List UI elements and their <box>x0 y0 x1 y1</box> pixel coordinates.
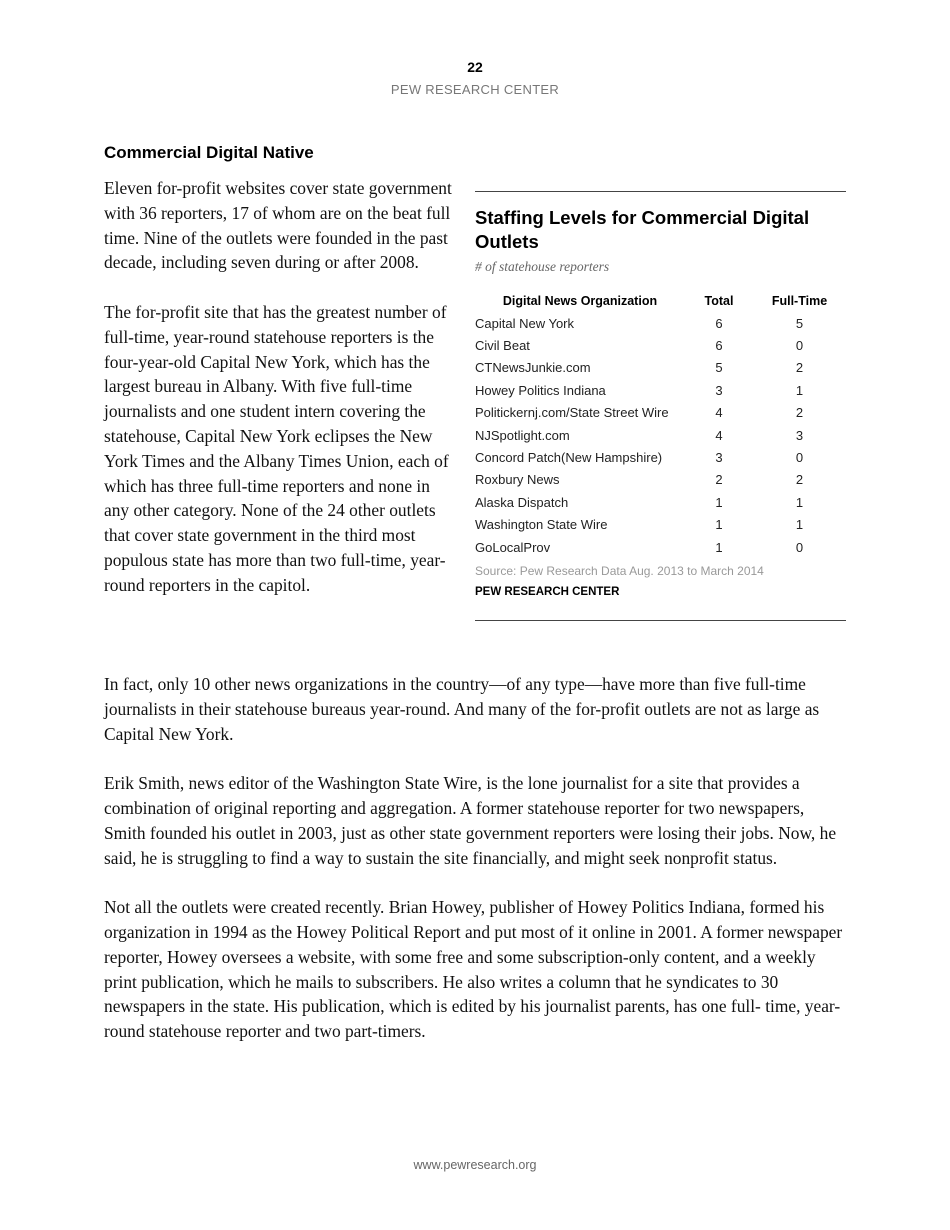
cell-total: 3 <box>715 382 723 398</box>
table-body <box>475 312 846 558</box>
column-header-organization: Digital News Organization <box>502 294 658 308</box>
paragraph: Eleven for-profit websites cover state government with 36 reporters, 17 of whom are on the beat full time. Nine of the outlets were founded in the past decade, including seven during or after 2008. <box>104 178 452 273</box>
table-row <box>475 312 846 334</box>
table-row <box>475 536 846 558</box>
cell-total: 6 <box>715 315 723 331</box>
table-header-row <box>475 290 846 312</box>
cell-organization: Politickernj.com/State Street Wire <box>475 405 669 421</box>
page-number: 22 <box>467 59 483 75</box>
table-row <box>475 424 846 446</box>
cell-organization: Civil Beat <box>475 338 530 354</box>
cell-organization: NJSpotlight.com <box>475 427 570 443</box>
table-row <box>475 357 846 379</box>
cell-total: 2 <box>715 472 723 488</box>
cell-organization: Capital New York <box>475 315 574 331</box>
cell-total: 6 <box>715 338 723 354</box>
footer-url[interactable]: www.pewresearch.org <box>413 1158 537 1172</box>
chart-credit: PEW RESEARCH CENTER <box>475 586 620 598</box>
table-row <box>475 334 846 356</box>
cell-full-time: 1 <box>795 494 804 510</box>
table-row <box>475 514 846 536</box>
chart-source: Source: Pew Research Data Aug. 2013 to March 2014 <box>475 564 764 578</box>
cell-full-time: 3 <box>795 427 804 443</box>
left-column <box>104 176 454 622</box>
cell-full-time: 0 <box>795 338 804 354</box>
cell-organization: Alaska Dispatch <box>475 494 569 510</box>
paragraph: Not all the outlets were created recently. Brian Howey, publisher of Howey Politics Indiana, formed his organization in 1994 as the Howey Political Report and put most of it online in 2001. A former newspaper reporter, Howey oversees a website, with some free and some subscription-only content, and a weekly print publication, which he mails to subscribers. He also writes a column that he syndicates to 30 newspapers in the state. His publication, which is edited by his journalist parents, has one full- time, year-round statehouse reporter and two part-timers. <box>104 897 843 1042</box>
cell-organization: Washington State Wire <box>475 517 608 533</box>
table-row <box>475 469 846 491</box>
section-heading: Commercial Digital Native <box>104 143 314 162</box>
cell-organization: CTNewsJunkie.com <box>475 360 591 376</box>
cell-organization: Concord Patch(New Hampshire) <box>475 450 663 466</box>
table-row <box>475 491 846 513</box>
cell-total: 3 <box>715 450 723 466</box>
paragraph: Erik Smith, news editor of the Washington State Wire, is the lone journalist for a site that provides a combination of original reporting and aggregation. A former statehouse reporter for two newspapers, Smith founded his outlet in 2003, just as other state government reporters were losing their jobs. Now, he said, he is struggling to find a way to sustain the site financially, and might seek nonprofit status. <box>104 773 837 868</box>
staffing-table-figure <box>475 191 846 621</box>
cell-full-time: 1 <box>795 517 804 533</box>
cell-total: 1 <box>715 494 723 510</box>
cell-total: 1 <box>715 539 723 555</box>
cell-organization: Roxbury News <box>475 472 560 488</box>
cell-organization: Howey Politics Indiana <box>475 382 606 398</box>
cell-full-time: 1 <box>795 382 804 398</box>
cell-total: 4 <box>715 427 723 443</box>
cell-full-time: 2 <box>795 472 804 488</box>
cell-full-time: 2 <box>795 405 804 421</box>
column-header-total: Total <box>704 294 734 308</box>
chart-subtitle: # of statehouse reporters <box>475 259 610 274</box>
paragraph: In fact, only 10 other news organizations in the country—of any type—have more than five full-time journalists in their statehouse bureaus year-round. And many of the for-profit outlets are not as large as Capital New York. <box>104 674 820 744</box>
cell-total: 1 <box>715 517 723 533</box>
staffing-table <box>475 290 846 558</box>
cell-total: 5 <box>715 360 723 376</box>
cell-full-time: 0 <box>795 539 804 555</box>
column-header-full-time: Full-Time <box>771 294 828 308</box>
org-header: PEW RESEARCH CENTER <box>390 82 560 97</box>
cell-total: 4 <box>715 405 723 421</box>
table-row <box>475 379 846 401</box>
paragraph: The for-profit site that has the greatest number of full-time, year-round statehouse reporters is the four-year-old Capital New York, which has the largest bureau in Albany. With five full-time journalists and one student intern covering the statehouse, Capital New York eclipses the New York Times and the Albany Times Union, each of which has three full-time reporters and none in any other category. None of the 24 other outlets that cover state government in the third most populous state has more than two full-time, year-round reporters in the capitol. <box>104 301 449 595</box>
cell-full-time: 0 <box>795 450 804 466</box>
full-width-text <box>104 672 849 1069</box>
table-row <box>475 446 846 468</box>
chart-title: Staffing Levels for Commercial Digital Outlets <box>475 207 810 252</box>
cell-full-time: 5 <box>795 315 804 331</box>
cell-full-time: 2 <box>795 360 804 376</box>
cell-organization: GoLocalProv <box>475 539 551 555</box>
table-row <box>475 402 846 424</box>
